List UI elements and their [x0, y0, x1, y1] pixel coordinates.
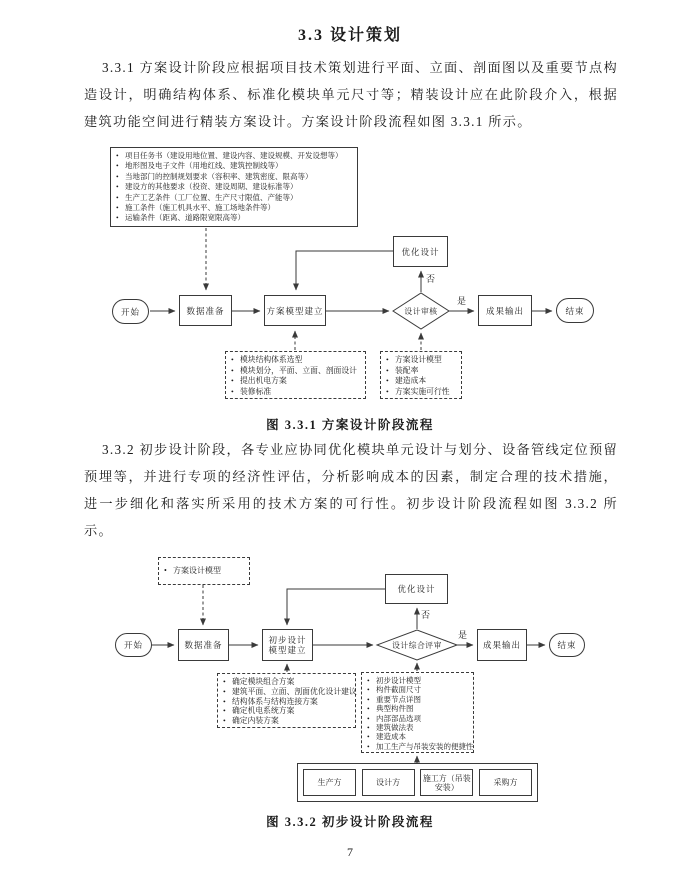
bullet-item: • 确定机电系统方案	[221, 706, 353, 716]
fc1-model-details-box	[225, 351, 366, 399]
bullet-item: • 装配率	[384, 366, 459, 377]
fc1-model-build-node: 方案模型建立	[264, 295, 326, 326]
figure-331-caption: 图 3.3.1 方案设计阶段流程	[266, 418, 434, 432]
fc2-model-details-box	[217, 673, 356, 728]
bullet-item: • 建筑做法表	[365, 723, 471, 732]
fc2-parties-container	[297, 763, 538, 802]
bullet-item: • 重要节点详图	[365, 695, 471, 704]
bullet-item: • 当地部门的控制规划要求（容积率、建筑密度、限高等）	[114, 172, 355, 182]
section-title: 3.3 设计策划	[297, 27, 402, 44]
bullet-item: • 确定内装方案	[221, 716, 353, 726]
bullet-item: • 施工条件（施工机具水平、施工场地条件等）	[114, 203, 355, 213]
fc1-yes-label: 是	[457, 296, 467, 306]
bullet-item: • 生产工艺条件（工厂位置、生产尺寸限值、产能等）	[114, 193, 355, 203]
fc1-input-conditions-box	[110, 147, 358, 227]
fc1-review-details-list	[381, 352, 461, 399]
bullet-item: • 提出机电方案	[229, 376, 363, 387]
fc1-no-label: 否	[426, 274, 436, 284]
fc1-input-list	[111, 148, 357, 226]
fc2-output-node: 成果输出	[477, 629, 527, 661]
fc1-data-prep-node: 数据准备	[179, 295, 232, 326]
fc2-optimize-node: 优化设计	[385, 574, 448, 604]
bullet-item: • 初步设计模型	[365, 676, 471, 685]
fc1-model-details-list	[226, 352, 365, 399]
bullet-item: • 模块划分，平面、立面、剖面设计	[229, 366, 363, 377]
fc2-data-prep-node: 数据准备	[178, 629, 229, 661]
fc2-party-designer: 设计方	[362, 769, 415, 796]
fc1-review-details-box	[380, 351, 462, 399]
fc2-start-node: 开始	[115, 633, 152, 657]
fc2-no-label: 否	[421, 610, 431, 620]
fc2-review-details-box	[361, 672, 474, 753]
bullet-item: • 建造成本	[365, 732, 471, 741]
bullet-item: • 项目任务书（建设用地位置、建设内容、建设规模、开发设想等）	[114, 151, 355, 161]
bullet-item: • 模块结构体系选型	[229, 355, 363, 366]
fc2-party-constructor: 施工方（吊装安装）	[420, 769, 473, 796]
bullet-item: • 地形图及电子文件（用地红线、建筑控制线等）	[114, 161, 355, 171]
bullet-item: • 建造成本	[384, 376, 459, 387]
fc2-model-details-list	[218, 674, 355, 728]
paragraph-3-3-1: 3.3.1 方案设计阶段应根据项目技术策划进行平面、立面、剖面图以及重要节点构造设计，明确结构体系、标准化模块单元尺寸等；精装设计应在此阶段介入，根据建筑功能空间进行精装方案设计。方案设计阶段流程如图 3.3.1 所示。	[84, 60, 618, 129]
fc2-party-purchaser: 采购方	[479, 769, 532, 796]
fc2-model-build-line1: 初步设计	[268, 635, 307, 645]
fc2-yes-label: 是	[458, 630, 468, 640]
page-number: 7	[347, 845, 353, 859]
bullet-item: • 方案设计模型	[384, 355, 459, 366]
fc2-input-list	[159, 558, 249, 578]
bullet-item: • 结构体系与结构连接方案	[221, 697, 353, 707]
fc2-end-node: 结束	[549, 633, 585, 657]
bullet-item: • 装修标准	[229, 387, 363, 398]
bullet-item: • 方案设计模型	[162, 566, 247, 576]
figure-332-caption: 图 3.3.2 初步设计阶段流程	[266, 815, 434, 829]
bullet-item: • 加工生产与吊装安装的便捷性	[365, 742, 471, 751]
bullet-item: • 运输条件（距离、道路限宽限高等）	[114, 213, 355, 223]
bullet-item: • 构件截面尺寸	[365, 685, 471, 694]
bullet-item: • 建筑平面、立面、剖面优化设计建议	[221, 687, 353, 697]
fc1-review-decision: 设计审核	[404, 306, 438, 316]
bullet-item: • 内部部品选项	[365, 714, 471, 723]
fc2-model-build-node	[262, 629, 313, 661]
fc1-optimize-node: 优化设计	[393, 236, 448, 267]
fc2-review-details-list	[362, 673, 473, 753]
fc1-output-node: 成果输出	[478, 295, 532, 326]
bullet-item: • 建设方的其他要求（投资、建设周期、建设标准等）	[114, 182, 355, 192]
fc1-end-node: 结束	[556, 298, 594, 323]
fc2-party-producer: 生产方	[303, 769, 356, 796]
bullet-item: • 确定模块组合方案	[221, 677, 353, 687]
fc2-review-decision: 设计综合评审	[392, 640, 442, 650]
bullet-item: • 方案实施可行性	[384, 387, 459, 398]
paragraph-3-3-2: 3.3.2 初步设计阶段，各专业应协同优化模块单元设计与划分、设备管线定位预留预埋等，并进行专项的经济性评估，分析影响成本的因素，制定合理的技术措施，进一步细化和落实所采用的技术方案的可行性。初步设计阶段流程如图 3.3.2 所示。	[84, 442, 618, 538]
bullet-item: • 典型构件图	[365, 704, 471, 713]
fc2-input-model-box	[158, 557, 250, 585]
fc1-start-node: 开始	[112, 299, 149, 324]
fc2-model-build-line2: 模型建立	[268, 645, 307, 655]
